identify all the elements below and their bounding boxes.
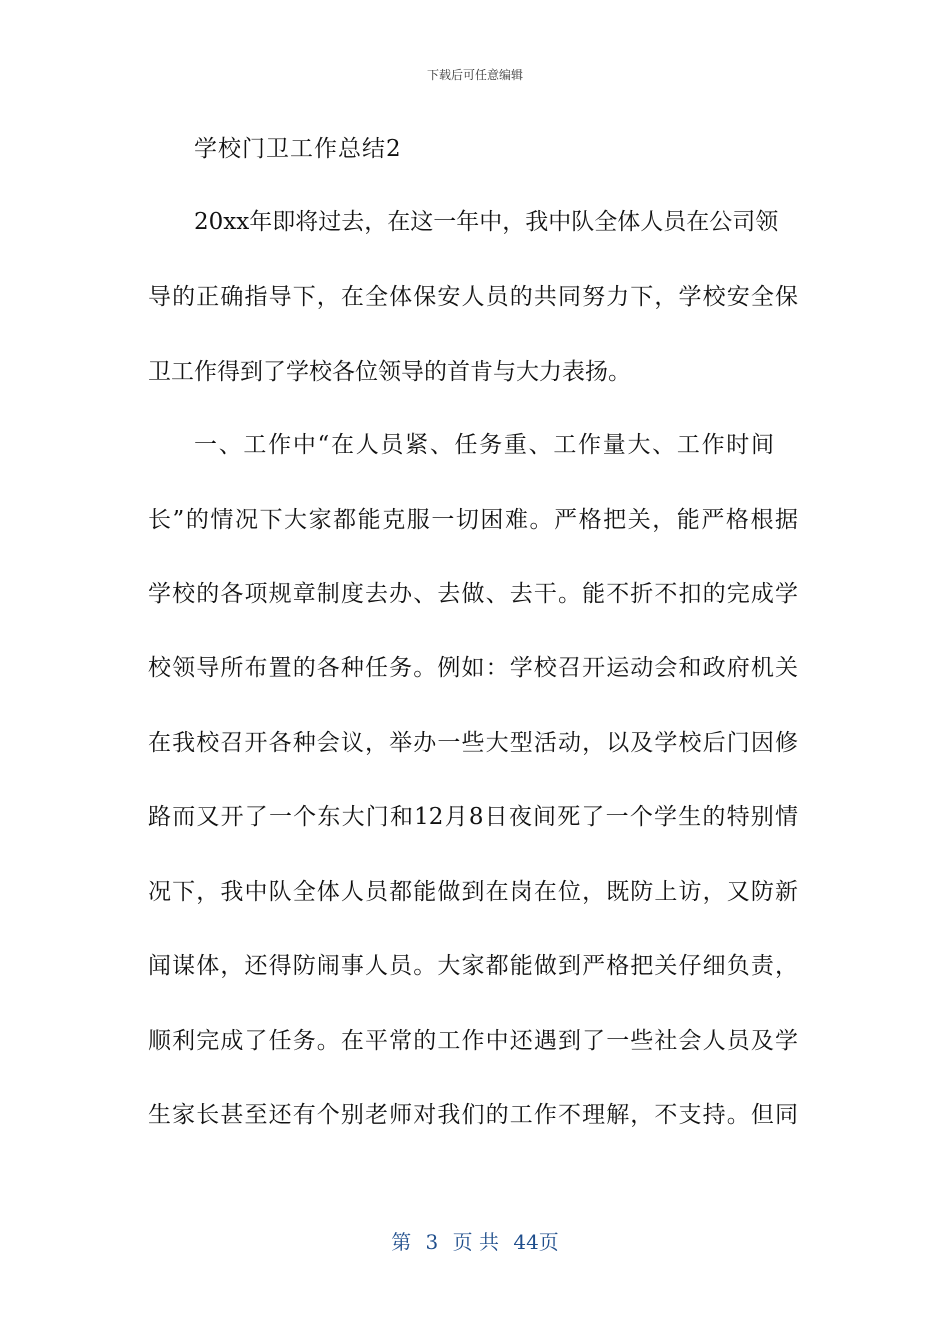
current-page-number: 3 (425, 1230, 439, 1254)
paragraph-line: 校领导所布置的各种任务。例如：学校召开运动会和政府机关 (148, 655, 798, 681)
paragraph-line: 闻谋体，还得防闹事人员。大家都能做到严格把关仔细负责， (148, 953, 798, 979)
paragraph-line: 长”的情况下大家都能克服一切困难。严格把关，能严格根据 (148, 507, 798, 533)
paragraph-line: 卫工作得到了学校各位领导的首肯与大力表扬。 (148, 359, 631, 385)
paragraph-line: 导的正确指导下，在全体保安人员的共同努力下，学校安全保 (148, 284, 798, 310)
paragraph-line: 在我校召开各种会议，举办一些大型活动，以及学校后门因修 (148, 730, 798, 756)
paragraph-line: 一、工作中“在人员紧、任务重、工作量大、工作时间 (194, 432, 774, 458)
document-title: 学校门卫工作总结2 (194, 136, 402, 162)
paragraph-line: 顺利完成了任务。在平常的工作中还遇到了一些社会人员及学 (148, 1028, 798, 1054)
page-label-prefix: 第 (391, 1230, 412, 1254)
paragraph-line: 学校的各项规章制度去办、去做、去干。能不折不扣的完成学 (148, 581, 798, 607)
page-label-mid: 页 共 (452, 1230, 499, 1254)
paragraph-line: 路而又开了一个东大门和12月8日夜间死了一个学生的特别情 (148, 804, 798, 830)
header-note: 下载后可任意编辑 (426, 68, 523, 82)
total-pages: 44页 (513, 1230, 559, 1254)
paragraph-line: 生家长甚至还有个别老师对我们的工作不理解，不支持。但同 (148, 1102, 798, 1128)
paragraph-line: 20xx年即将过去，在这一年中，我中队全体人员在公司领 (194, 209, 779, 235)
paragraph-line: 况下，我中队全体人员都能做到在岗在位，既防上访，又防新 (148, 879, 798, 905)
page-number (0, 1226, 950, 1255)
